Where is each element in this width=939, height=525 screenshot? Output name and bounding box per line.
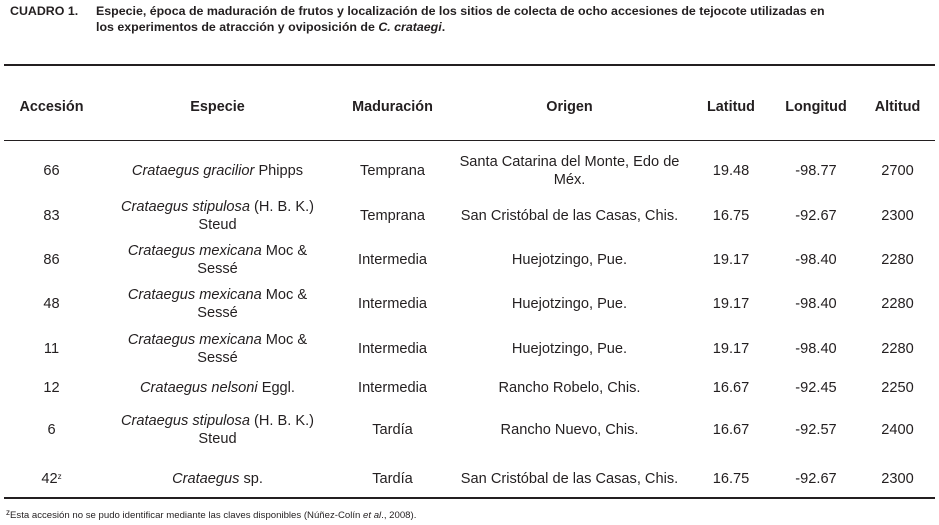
longitud-value: -92.67 (795, 471, 837, 487)
col-longitud-header: Longitud (785, 99, 847, 115)
accesion-value: 6 (47, 422, 56, 438)
cell-maduracion (336, 368, 449, 408)
especie-authority: (H. B. K.) Steud (198, 413, 319, 447)
cell-maduracion (336, 240, 449, 280)
especie-name: Crataegus mexicana (127, 287, 262, 303)
especie-name: Crataegus nelsoni (140, 380, 258, 396)
cell-longitud (772, 240, 860, 280)
caption-label: CUADRO 1. (10, 4, 79, 18)
especie-text (113, 198, 323, 234)
cell-longitud (772, 410, 860, 450)
accesion-value: 86 (43, 252, 60, 268)
cell-accesion (4, 240, 99, 280)
cell-maduracion (336, 329, 449, 369)
caption-line1: Especie, época de maduración de frutos y localización de los sitios de colecta de ocho accesiones de tejocote utilizadas en (96, 4, 825, 18)
cell-longitud (772, 196, 860, 236)
maduracion-value: Temprana (360, 163, 425, 179)
altitud-value: 2280 (881, 252, 914, 268)
latitud-value: 19.17 (712, 296, 750, 312)
accesion-value: 12 (43, 380, 60, 396)
cell-longitud (772, 329, 860, 369)
cell-origen (449, 368, 690, 408)
origen-value: Santa Catarina del Monte, Edo de Méx. (459, 154, 680, 188)
cell-longitud (772, 459, 860, 499)
maduracion-value: Tardía (372, 471, 413, 487)
cell-origen (449, 240, 690, 280)
col-especie-header: Especie (190, 99, 245, 115)
accesion-value: 48 (43, 296, 60, 312)
cell-accesion (4, 329, 99, 369)
longitud-value: -92.57 (795, 422, 837, 438)
cell-accesion (4, 196, 99, 236)
cell-origen (449, 410, 690, 450)
caption-species: C. crataegi (378, 20, 442, 34)
altitud-value: 2300 (881, 208, 914, 224)
latitud-value: 19.17 (712, 341, 750, 357)
especie-text (113, 162, 323, 180)
cell-longitud (772, 151, 860, 191)
cell-latitud (690, 459, 772, 499)
table-caption (10, 3, 932, 35)
cell-accesion (4, 410, 99, 450)
origen-value: San Cristóbal de las Casas, Chis. (460, 471, 679, 487)
especie-authority: Eggl. (257, 380, 295, 396)
accesion-value: 66 (43, 163, 60, 179)
footnote-marker: z (6, 508, 10, 517)
cell-latitud (690, 151, 772, 191)
longitud-value: -98.40 (795, 296, 837, 312)
altitud-value: 2280 (881, 341, 914, 357)
caption-line2-prefix: los experimentos de atracción y oviposición de (96, 20, 379, 34)
especie-authority: Moc & Sessé (197, 243, 312, 277)
longitud-value: -98.40 (795, 252, 837, 268)
especie-name: Crataegus (172, 471, 240, 487)
col-latitud-header: Latitud (707, 99, 755, 115)
latitud-value: 19.48 (712, 163, 750, 179)
origen-value: Rancho Robelo, Chis. (498, 380, 641, 396)
altitud-value: 2280 (881, 296, 914, 312)
cell-maduracion (336, 459, 449, 499)
footnote-italic: et al (363, 510, 382, 521)
cell-especie (99, 240, 336, 280)
especie-text (113, 331, 323, 367)
cell-altitud (860, 284, 935, 324)
especie-authority: (H. B. K.) Steud (198, 199, 319, 233)
cell-accesion (4, 459, 99, 499)
latitud-value: 16.67 (712, 380, 750, 396)
altitud-value: 2700 (881, 163, 914, 179)
origen-value: Huejotzingo, Pue. (511, 252, 628, 268)
latitud-value: 16.75 (712, 208, 750, 224)
cell-longitud (772, 284, 860, 324)
table-footnote (6, 510, 416, 521)
cell-altitud (860, 329, 935, 369)
cell-especie (99, 329, 336, 369)
maduracion-value: Intermedia (358, 380, 427, 396)
latitud-value: 16.67 (712, 422, 750, 438)
cell-especie (99, 410, 336, 450)
cell-accesion (4, 284, 99, 324)
longitud-value: -92.67 (795, 208, 837, 224)
cell-maduracion (336, 196, 449, 236)
maduracion-value: Intermedia (358, 296, 427, 312)
cell-latitud (690, 196, 772, 236)
footnote-text: Esta accesión no se pudo identificar mediante las claves disponibles (Núñez-Colín (10, 510, 364, 521)
cell-latitud (690, 284, 772, 324)
especie-name: Crataegus gracilior (131, 163, 255, 179)
cell-origen (449, 151, 690, 191)
cell-origen (449, 329, 690, 369)
cell-altitud (860, 240, 935, 280)
col-altitud-header: Altitud (874, 99, 921, 115)
cell-altitud (860, 196, 935, 236)
latitud-value: 19.17 (712, 252, 750, 268)
cell-especie (99, 151, 336, 191)
especie-authority: Moc & Sessé (197, 287, 312, 321)
especie-name: Crataegus stipulosa (120, 199, 250, 215)
col-origen-header: Origen (546, 99, 593, 115)
longitud-value: -98.77 (795, 163, 837, 179)
cell-latitud (690, 240, 772, 280)
cell-latitud (690, 329, 772, 369)
accesion-value: 83 (43, 208, 60, 224)
especie-name: Crataegus mexicana (127, 243, 262, 259)
cell-altitud (860, 459, 935, 499)
col-accesion-header: Accesión (19, 99, 84, 115)
maduracion-value: Intermedia (358, 341, 427, 357)
cell-especie (99, 284, 336, 324)
cell-altitud (860, 410, 935, 450)
especie-text (113, 470, 323, 488)
especie-authority: Phipps (254, 163, 304, 179)
cell-accesion (4, 368, 99, 408)
table-header-rule (4, 140, 935, 141)
col-maduracion-header: Maduración (352, 99, 433, 115)
altitud-value: 2250 (881, 380, 914, 396)
cell-maduracion (336, 410, 449, 450)
origen-value: Huejotzingo, Pue. (511, 296, 628, 312)
cell-maduracion (336, 151, 449, 191)
maduracion-value: Tardía (372, 422, 413, 438)
cell-especie (99, 196, 336, 236)
cell-origen (449, 196, 690, 236)
footnote-text-end: ., 2008). (381, 510, 417, 521)
table-top-rule (4, 64, 935, 66)
altitud-value: 2400 (881, 422, 914, 438)
especie-text (113, 242, 323, 278)
origen-value: Rancho Nuevo, Chis. (500, 422, 639, 438)
cell-maduracion (336, 284, 449, 324)
longitud-value: -92.45 (795, 380, 837, 396)
cell-accesion (4, 151, 99, 191)
maduracion-value: Intermedia (358, 252, 427, 268)
accesion-value: 11 (43, 341, 60, 357)
caption-line2-suffix: . (441, 20, 446, 34)
cell-latitud (690, 410, 772, 450)
cell-altitud (860, 151, 935, 191)
especie-text (113, 412, 323, 448)
especie-name: Crataegus stipulosa (120, 413, 250, 429)
cell-especie (99, 459, 336, 499)
longitud-value: -98.40 (795, 341, 837, 357)
altitud-value: 2300 (881, 471, 914, 487)
especie-text (113, 286, 323, 322)
maduracion-value: Temprana (360, 208, 425, 224)
accesion-value: 42 (41, 471, 58, 487)
especie-authority: Moc & Sessé (197, 332, 312, 366)
cell-origen (449, 459, 690, 499)
latitud-value: 16.75 (712, 471, 750, 487)
cell-longitud (772, 368, 860, 408)
cell-altitud (860, 368, 935, 408)
origen-value: Huejotzingo, Pue. (511, 341, 628, 357)
cell-especie (99, 368, 336, 408)
cell-origen (449, 284, 690, 324)
cell-latitud (690, 368, 772, 408)
especie-authority: sp. (239, 471, 263, 487)
accesion-footnote-marker: z (57, 472, 62, 481)
especie-name: Crataegus mexicana (127, 332, 262, 348)
origen-value: San Cristóbal de las Casas, Chis. (460, 208, 679, 224)
especie-text (113, 379, 323, 397)
